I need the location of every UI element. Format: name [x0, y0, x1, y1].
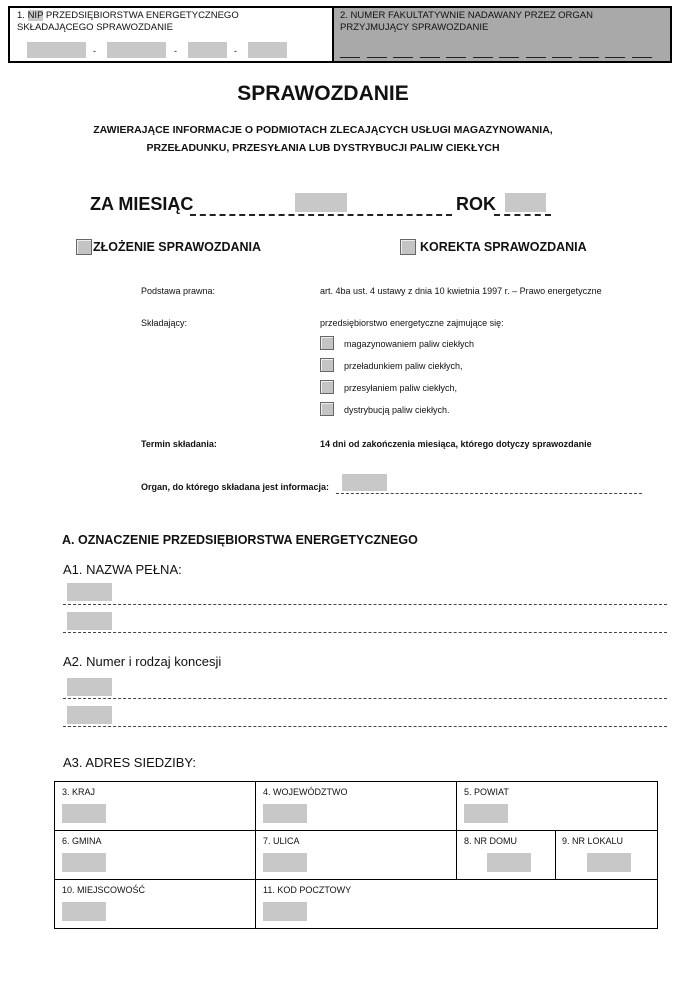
license-line-2	[63, 726, 667, 727]
full-name-line-1	[63, 604, 667, 605]
correction-label: KOREKTA SPRAWOZDANIA	[420, 240, 587, 254]
nip-input-part3[interactable]	[188, 42, 227, 58]
postal-code-input[interactable]	[263, 902, 307, 921]
house-number-label: 8. NR DOMU	[464, 836, 518, 846]
county-input[interactable]	[464, 804, 508, 823]
apartment-number-input[interactable]	[587, 853, 631, 872]
address-table	[54, 781, 658, 929]
nip-input-part1[interactable]	[27, 42, 86, 58]
option-transshipment-checkbox[interactable]	[320, 358, 334, 372]
office-digit-slot[interactable]	[552, 57, 572, 58]
apartment-number-label: 9. NR LOKALU	[562, 836, 624, 846]
office-digit-slot[interactable]	[367, 57, 387, 58]
subtitle-line-1: ZAWIERAJĄCE INFORMACJE O PODMIOTACH ZLECAJĄCYCH USŁUGI MAGAZYNOWANIA,	[93, 124, 553, 136]
country-label: 3. KRAJ	[62, 787, 96, 797]
office-digit-slot[interactable]	[605, 57, 625, 58]
organ-label: Organ, do którego składana jest informacja:	[141, 482, 330, 492]
commune-input[interactable]	[62, 853, 106, 872]
office-digit-slot[interactable]	[473, 57, 493, 58]
a2-label: A2. Numer i rodzaj koncesji	[63, 654, 222, 669]
nip-input-part4[interactable]	[248, 42, 287, 58]
voivodeship-input[interactable]	[263, 804, 307, 823]
month-underline	[190, 214, 452, 216]
submitter-value: przedsiębiorstwo energetyczne zajmujące się:	[320, 318, 504, 328]
option-distribution-checkbox[interactable]	[320, 402, 334, 416]
office-digit-slot[interactable]	[579, 57, 599, 58]
a1-label: A1. NAZWA PEŁNA:	[63, 562, 182, 577]
submission-checkbox[interactable]	[76, 239, 92, 255]
county-label: 5. POWIAT	[464, 787, 509, 797]
street-label: 7. ULICA	[263, 836, 300, 846]
legal-basis-label: Podstawa prawna:	[141, 286, 216, 296]
nip-separator: -	[93, 46, 96, 56]
option-transmission-checkbox[interactable]	[320, 380, 334, 394]
month-label: ZA MIESIĄC	[90, 194, 194, 214]
section-a-title: A. OZNACZENIE PRZEDSIĘBIORSTWA ENERGETYCZNEGO	[62, 533, 418, 547]
office-digit-slot[interactable]	[526, 57, 546, 58]
office-number-box	[332, 6, 672, 63]
submitter-label: Składający:	[141, 318, 188, 328]
office-digit-slot[interactable]	[340, 57, 360, 58]
month-input[interactable]	[295, 193, 347, 212]
office-digit-slot[interactable]	[446, 57, 466, 58]
year-input[interactable]	[505, 193, 546, 212]
a3-label: A3. ADRES SIEDZIBY:	[63, 755, 196, 770]
license-input-1[interactable]	[67, 678, 112, 696]
option-storage-checkbox[interactable]	[320, 336, 334, 350]
nip-input-part2[interactable]	[107, 42, 166, 58]
full-name-line-2	[63, 632, 667, 633]
submission-label: ZŁOŻENIE SPRAWOZDANIA	[93, 240, 262, 254]
year-label: ROK	[456, 194, 496, 214]
organ-underline	[336, 493, 642, 494]
full-name-input-1[interactable]	[67, 583, 112, 601]
nip-box	[8, 6, 334, 63]
nip-label: 1. NIP PRZEDSIĘBIORSTWA ENERGETYCZNEGO SKŁADAJĄCEGO SPRAWOZDANIE	[17, 10, 239, 33]
option-distribution-label: dystrybucją paliw ciekłych.	[344, 405, 450, 415]
voivodeship-label: 4. WOJEWÓDZTWO	[263, 787, 348, 797]
postal-code-label: 11. KOD POCZTOWY	[263, 885, 352, 895]
correction-checkbox[interactable]	[400, 239, 416, 255]
house-number-input[interactable]	[487, 853, 531, 872]
organ-input[interactable]	[342, 474, 387, 491]
option-storage-label: magazynowaniem paliw ciekłych	[344, 339, 475, 349]
nip-separator: -	[234, 46, 237, 56]
nip-separator: -	[174, 46, 177, 56]
license-line-1	[63, 698, 667, 699]
page-title: SPRAWOZDANIE	[237, 82, 409, 105]
commune-label: 6. GMINA	[62, 836, 102, 846]
office-digit-slot[interactable]	[393, 57, 413, 58]
deadline-value: 14 dni od zakończenia miesiąca, którego dotyczy sprawozdanie	[320, 439, 592, 449]
city-input[interactable]	[62, 902, 106, 921]
country-input[interactable]	[62, 804, 106, 823]
year-underline	[494, 214, 551, 216]
option-transshipment-label: przeładunkiem paliw ciekłych,	[344, 361, 463, 371]
option-transmission-label: przesyłaniem paliw ciekłych,	[344, 383, 458, 393]
license-input-2[interactable]	[67, 706, 112, 724]
office-digit-slot[interactable]	[632, 57, 652, 58]
office-digit-slot[interactable]	[420, 57, 440, 58]
office-number-label: 2. NUMER FAKULTATYWNIE NADAWANY PRZEZ ORGAN PRZYJMUJĄCY SPRAWOZDANIE	[340, 10, 594, 33]
deadline-label: Termin składania:	[141, 439, 217, 449]
street-input[interactable]	[263, 853, 307, 872]
city-label: 10. MIEJSCOWOŚĆ	[62, 885, 146, 895]
full-name-input-2[interactable]	[67, 612, 112, 630]
legal-basis-value: art. 4ba ust. 4 ustawy z dnia 10 kwietnia 1997 r. – Prawo energetyczne	[320, 286, 602, 296]
subtitle-line-2: PRZEŁADUNKU, PRZESYŁANIA LUB DYSTRYBUCJI PALIW CIEKŁYCH	[146, 142, 500, 154]
office-digit-slot[interactable]	[499, 57, 519, 58]
